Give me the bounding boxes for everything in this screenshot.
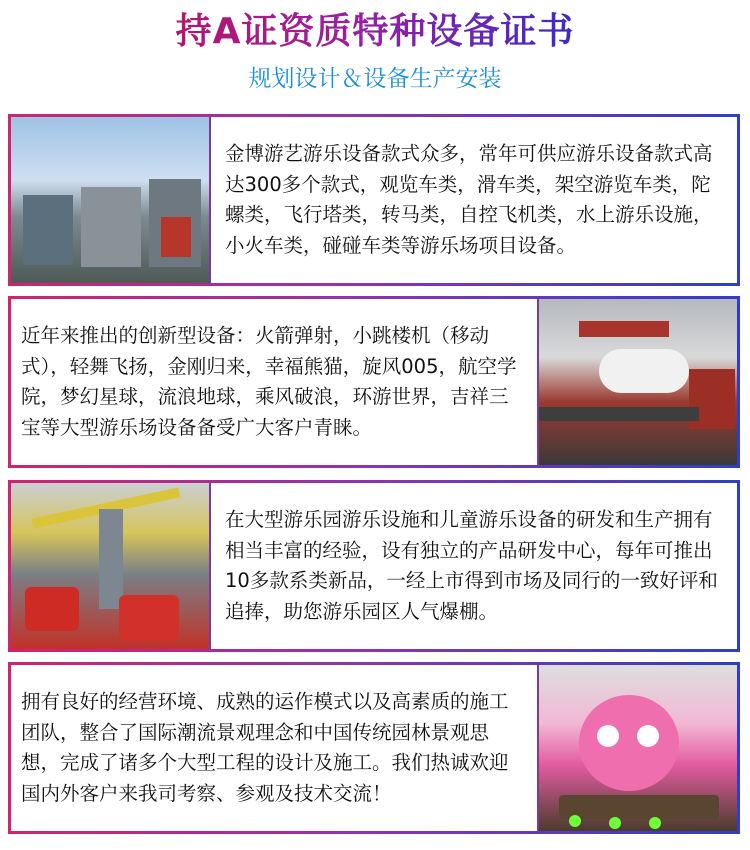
cat-head bbox=[579, 695, 679, 791]
car-base bbox=[559, 795, 719, 819]
card-divider bbox=[209, 117, 211, 283]
cat-eye bbox=[637, 725, 659, 747]
green-light bbox=[649, 817, 661, 829]
green-light bbox=[569, 815, 581, 827]
page-subtitle: 规划设计＆设备生产安装 bbox=[248, 66, 502, 92]
card-text bbox=[215, 117, 737, 283]
card-4-text: 拥有良好的经营环境、成熟的运作模式以及高素质的施工团队，整合了国际潮流景观理念和中国传统园林景观思想，完成了诸多个大型工程的设计及施工。我们热诚欢迎国内外客户来我司考察、参观及技术交流！ bbox=[21, 690, 509, 805]
red-vehicle bbox=[25, 587, 79, 631]
pink-cat-car-photo bbox=[539, 665, 737, 831]
card-1-text: 金博游艺游乐设备款式众多，常年可供应游乐设备款式高达300多个款式，观览车类，滑车类，架空游览车类，陀螺类，飞行塔类，转马类，自控飞机类，水上游乐设施，小火车类，碰碰车类等游乐场项目设备。 bbox=[225, 142, 713, 257]
green-light bbox=[609, 817, 621, 829]
card-text bbox=[11, 299, 533, 465]
truck-transport-photo bbox=[539, 299, 737, 465]
card-3-text: 在大型游乐园游乐设施和儿童游乐设备的研发和生产拥有相当丰富的经验，设有独立的产品研发中心，每年可推出10多款系类新品，一经上市得到市场及同行的一致好评和追捧，助您游乐园区人气爆棚。 bbox=[225, 508, 718, 623]
white-cargo bbox=[599, 349, 689, 393]
ride-tower bbox=[99, 509, 123, 609]
info-card-1 bbox=[8, 114, 740, 286]
page-title-text: 持A证资质特种设备证书 bbox=[175, 11, 575, 52]
card-text bbox=[11, 665, 533, 831]
info-card-4 bbox=[8, 662, 740, 834]
info-card-3 bbox=[8, 480, 740, 652]
info-card-2 bbox=[8, 296, 740, 468]
red-structure bbox=[161, 217, 191, 257]
red-vehicle bbox=[119, 595, 179, 641]
truck-bed bbox=[539, 407, 699, 421]
card-text bbox=[215, 483, 737, 649]
building-block bbox=[23, 195, 73, 265]
ride-equipment-photo bbox=[11, 483, 209, 649]
page-title bbox=[0, 6, 750, 58]
building-block bbox=[81, 187, 141, 267]
card-divider bbox=[209, 483, 211, 649]
factory-building-photo bbox=[11, 117, 209, 283]
cat-eye bbox=[597, 725, 619, 747]
card-2-text: 近年来推出的创新型设备：火箭弹射，小跳楼机（移动式），轻舞飞扬，金刚归来，幸福熊猫，旋风005，航空学院，梦幻星球，流浪地球，乘风破浪，环游世界，吉祥三宝等大型游乐场设备备受广大客户青睐。 bbox=[21, 324, 517, 439]
sign-board bbox=[579, 321, 669, 337]
